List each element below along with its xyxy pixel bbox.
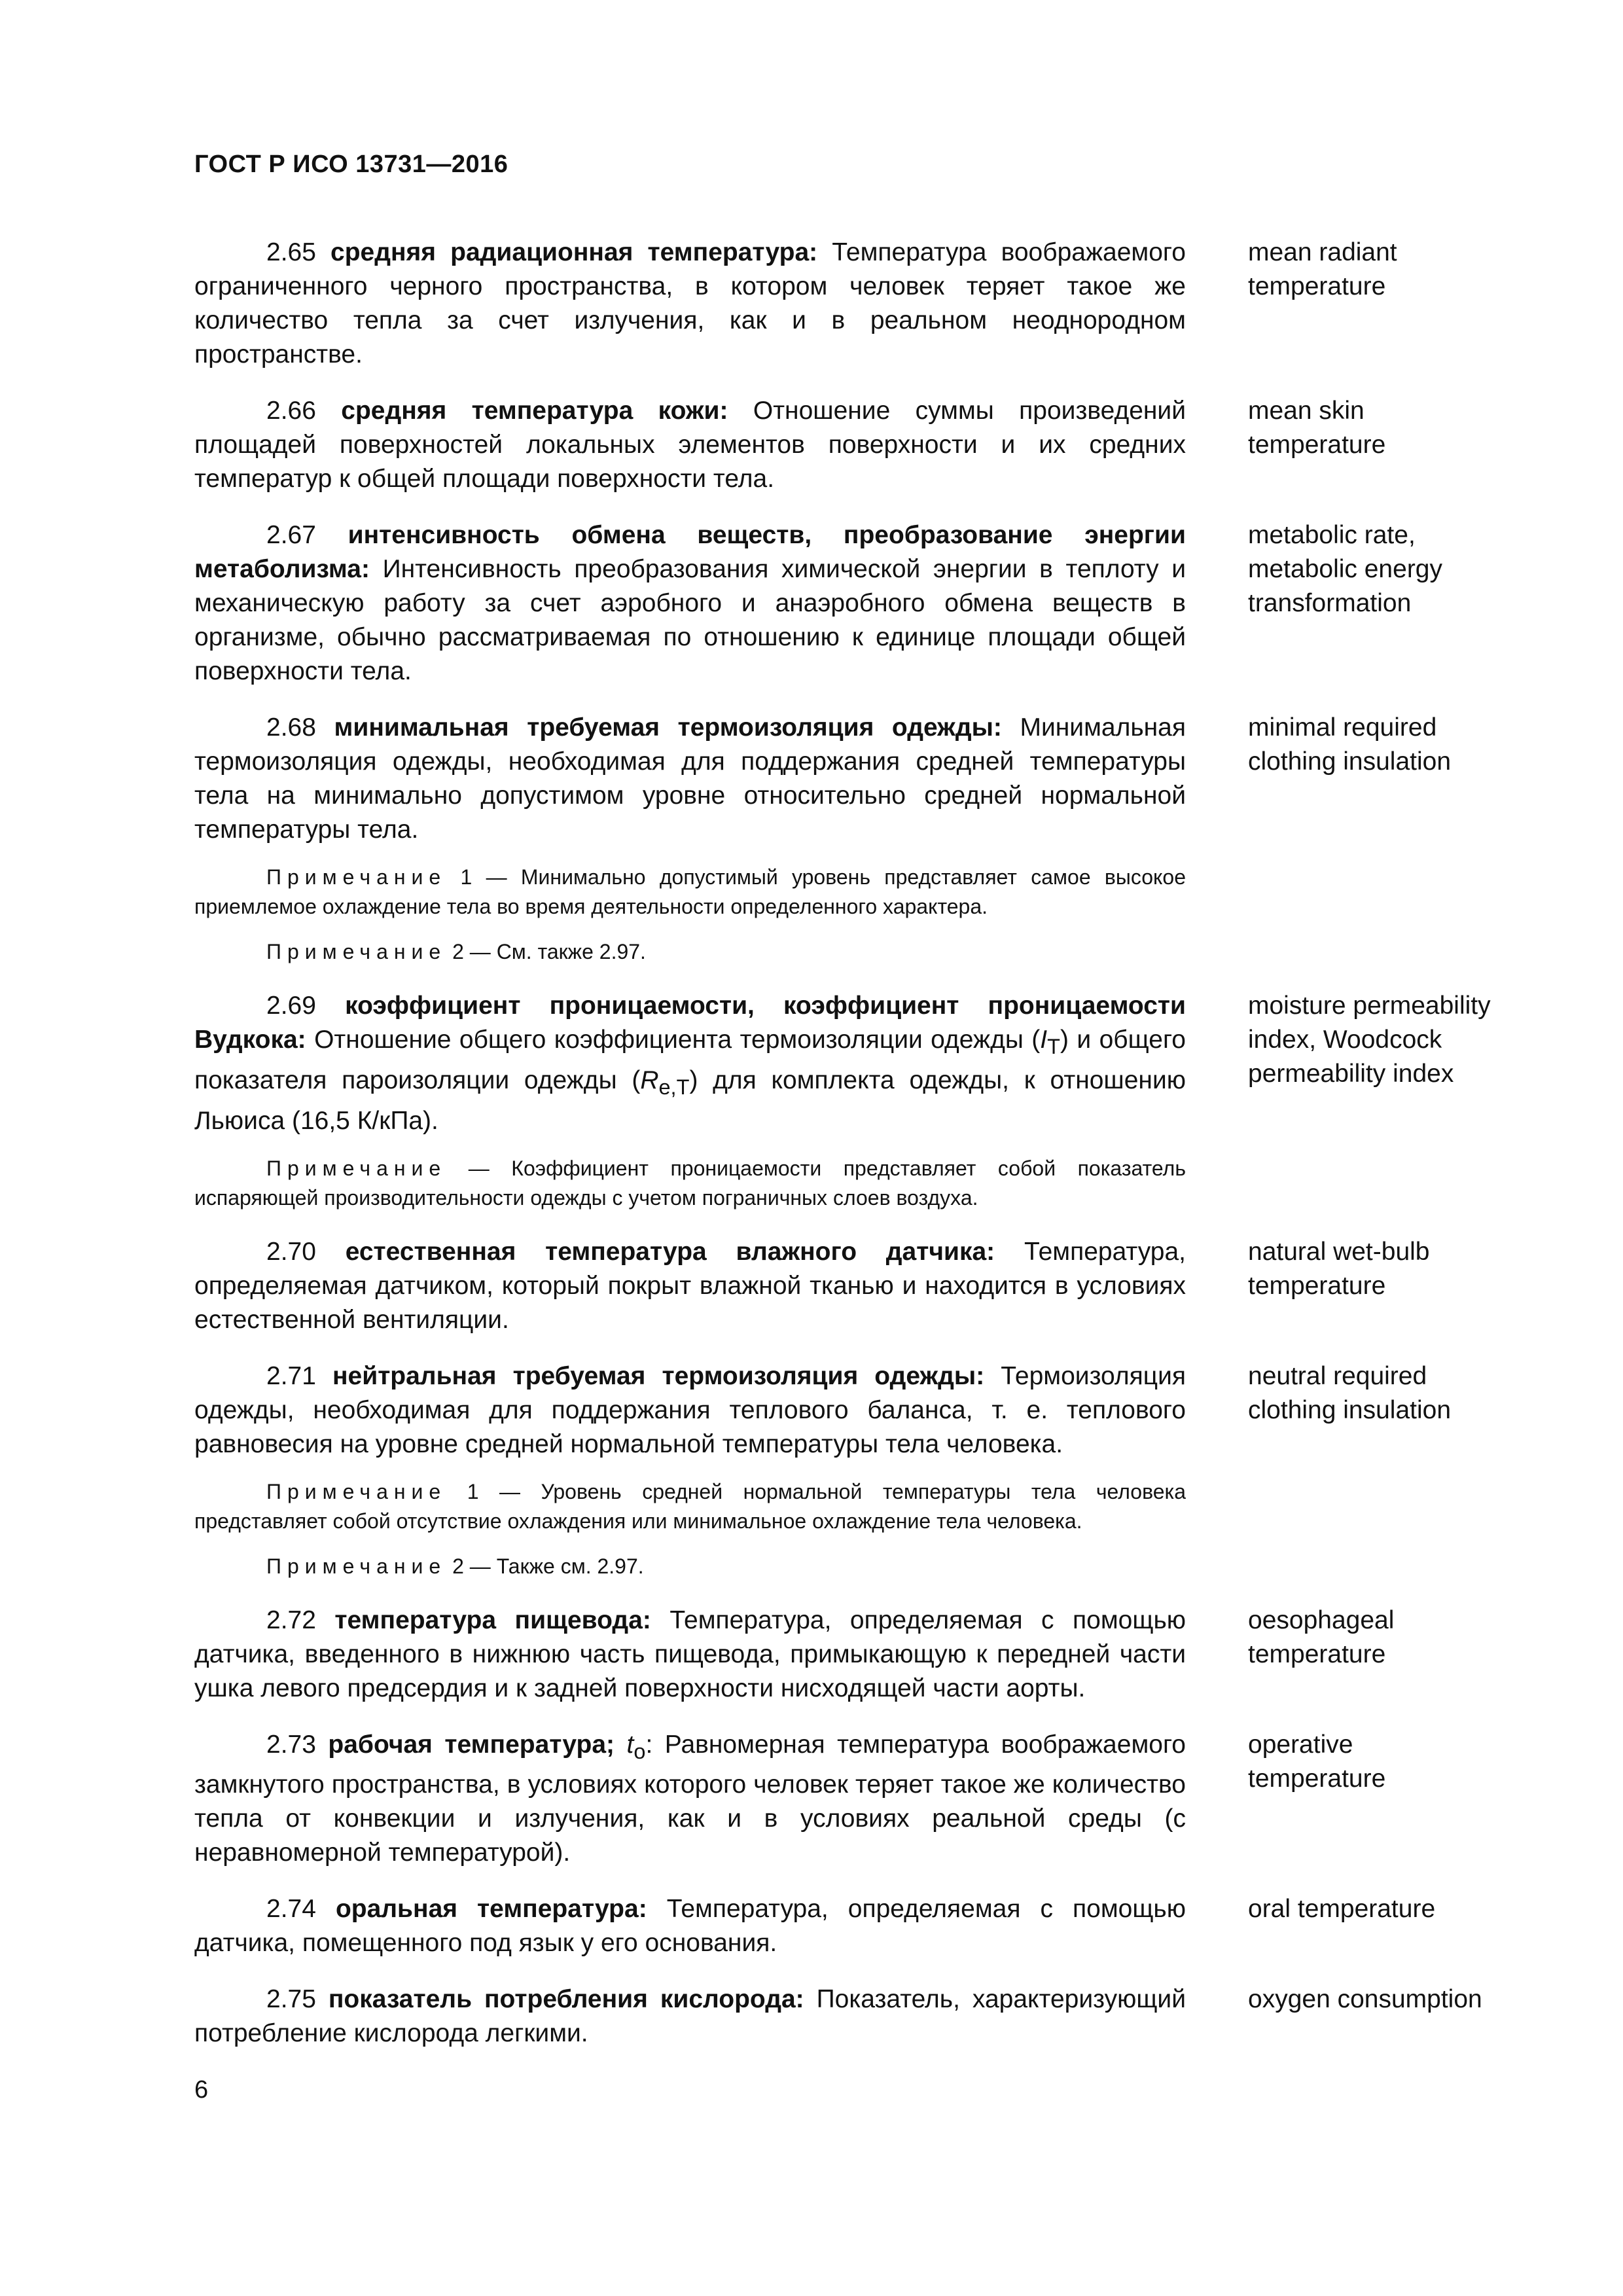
term-2-65 (194, 236, 1523, 372)
english-line: metabolic energy (1248, 555, 1442, 583)
term-2-66 (194, 394, 1523, 496)
term-text: Температура, определяемая с помощью датчика, помещенного под язык у его основания. (194, 1895, 1186, 1958)
english-equivalent (1248, 236, 1523, 372)
term-text: Интенсивность преобразования химической энергии в теплоту и механическую работу за счет аэробного и анаэробного обмена веществ в организме, обычно рассматриваемая по отношению к единице площади общей поверхности тела. (194, 555, 1186, 685)
term-note (194, 937, 1186, 967)
term-text: ) и общего показателя пароизоляции одежды ( (194, 1026, 1186, 1094)
english-line: oxygen consumption (1248, 1985, 1482, 2014)
english-line: temperature (1248, 1640, 1386, 1668)
term-text: ) для комплекта одежды, к отношению Льюиса (16,5 К/кПа). (194, 1066, 1186, 1135)
english-line: index, Woodcock (1248, 1026, 1442, 1054)
english-line: temperature (1248, 272, 1386, 300)
term-definition (194, 518, 1186, 689)
term-name: нейтральная требуемая термоизоляция одежды: (332, 1361, 985, 1390)
english-line: temperature (1248, 1764, 1386, 1793)
term-2-75 (194, 1982, 1523, 2051)
term-text: Отношение общего коэффициента термоизоляции одежды ( (314, 1026, 1041, 1054)
term-2-70 (194, 1235, 1523, 1337)
note-label: Примечание (266, 1156, 447, 1180)
term-definition (194, 1359, 1186, 1462)
term-note (194, 1477, 1186, 1536)
document-header: ГОСТ Р ИСО 13731—2016 (194, 151, 508, 178)
term-definition (194, 1982, 1186, 2051)
term-text: Термоизоляция одежды, необходимая для поддержания теплового баланса, т. е. теплового равновесия на уровне средней нормальной температуры тела человека. (194, 1361, 1186, 1458)
english-line: temperature (1248, 431, 1386, 459)
english-line: natural wet-bulb (1248, 1237, 1430, 1266)
english-equivalent (1248, 1235, 1523, 1337)
english-line: temperature (1248, 1271, 1386, 1300)
term-name: минимальная требуемая термоизоляция одежды: (334, 713, 1002, 742)
english-line: mean radiant (1248, 238, 1397, 266)
note-label: Примечание (266, 1479, 447, 1503)
page-number: 6 (194, 2076, 209, 2104)
term-note (194, 863, 1186, 922)
english-equivalent (1248, 394, 1523, 496)
english-line: oesophageal (1248, 1605, 1395, 1634)
term-name: коэффициент проницаемости, коэффициент проницаемости Вудкока: (194, 992, 1186, 1054)
english-equivalent (1248, 989, 1523, 1213)
term-text: : Равномерная температура воображаемого замкнутого пространства, в условиях которого человек теряет такое же количество тепла от конвекции и излучения, как и в условиях реальной среды (с неравномерной температурой). (194, 1730, 1186, 1867)
term-text: Отношение суммы произведений площадей поверхностей локальных элементов поверхности и их средних температур к общей площади поверхности тела. (194, 397, 1186, 493)
term-text: Показатель, характеризующий потребление кислорода легкими. (194, 1985, 1186, 2048)
term-name: рабочая температура; (328, 1730, 615, 1759)
term-note (194, 1154, 1186, 1213)
symbol-t: t (626, 1730, 634, 1759)
term-text: Температура воображаемого ограниченного черного пространства, в котором человек теряет такое же количество тепла за счет излучения, как и в реальном неоднородном пространстве. (194, 238, 1186, 368)
english-line: clothing insulation (1248, 1395, 1452, 1424)
term-name: средняя температура кожи: (341, 397, 728, 425)
term-name: показатель потребления кислорода: (328, 1985, 804, 2014)
note-text: — Коэффициент проницаемости представляет собой показатель испаряющей производительности одежды с учетом пограничных слоев воздуха. (194, 1156, 1186, 1210)
english-line: operative (1248, 1730, 1353, 1759)
term-definition (194, 989, 1186, 1138)
term-name: оральная температура: (335, 1895, 647, 1924)
term-number: 2.69 (266, 992, 316, 1020)
term-name: средняя радиационная температура: (330, 238, 818, 266)
term-number: 2.67 (266, 521, 316, 549)
note-text: 2 — Также см. 2.97. (452, 1554, 644, 1578)
english-equivalent (1248, 1982, 1523, 2051)
term-2-72 (194, 1604, 1523, 1706)
english-equivalent (1248, 1892, 1523, 1960)
symbol-r: R (640, 1066, 659, 1094)
term-number: 2.66 (266, 397, 316, 425)
term-2-68 (194, 711, 1523, 967)
note-label: Примечание (266, 940, 447, 963)
term-definition (194, 1604, 1186, 1706)
term-number: 2.72 (266, 1605, 316, 1634)
term-definition (194, 236, 1186, 372)
term-number: 2.65 (266, 238, 316, 266)
english-line: metabolic rate, (1248, 521, 1416, 549)
terms-list (194, 236, 1523, 2073)
english-line: oral temperature (1248, 1895, 1436, 1924)
term-number: 2.74 (266, 1895, 316, 1924)
symbol-subscript: e,T (658, 1075, 690, 1099)
term-2-69 (194, 989, 1523, 1213)
symbol-subscript: o (633, 1739, 646, 1763)
english-equivalent (1248, 1728, 1523, 1871)
english-line: transformation (1248, 589, 1412, 617)
english-line: mean skin (1248, 397, 1364, 425)
note-text: 2 — См. также 2.97. (452, 940, 646, 963)
english-line: neutral required (1248, 1361, 1427, 1390)
term-text: Температура, определяемая датчиком, который покрыт влажной тканью и находится в условиях естественной вентиляции. (194, 1237, 1186, 1334)
term-definition (194, 711, 1186, 847)
symbol-i: I (1040, 1026, 1048, 1054)
english-equivalent (1248, 1359, 1523, 1581)
term-number: 2.68 (266, 713, 316, 742)
english-equivalent (1248, 518, 1523, 689)
note-label: Примечание (266, 1554, 447, 1578)
term-note (194, 1552, 1186, 1581)
term-definition (194, 394, 1186, 496)
english-line: moisture permeability (1248, 992, 1491, 1020)
english-equivalent (1248, 711, 1523, 967)
english-equivalent (1248, 1604, 1523, 1706)
term-2-73 (194, 1728, 1523, 1871)
note-text: 1 — Уровень средней нормальной температуры тела человека представляет собой отсутствие охлаждения или минимальное охлаждение тела человека. (194, 1479, 1186, 1533)
term-2-67 (194, 518, 1523, 689)
term-name: интенсивность обмена веществ, преобразование энергии метаболизма: (194, 521, 1186, 583)
term-2-74 (194, 1892, 1523, 1960)
term-number: 2.70 (266, 1237, 316, 1266)
term-definition (194, 1728, 1186, 1871)
symbol-subscript: T (1047, 1034, 1060, 1058)
term-text: Минимальная термоизоляция одежды, необходимая для поддержания средней температуры тела на минимально допустимом уровне относительно средней нормальной температуры тела. (194, 713, 1186, 844)
term-name: температура пищевода: (334, 1605, 651, 1634)
english-line: permeability index (1248, 1060, 1454, 1088)
term-definition (194, 1235, 1186, 1337)
term-number: 2.75 (266, 1985, 316, 2014)
term-number: 2.73 (266, 1730, 316, 1759)
term-name: естественная температура влажного датчика: (345, 1237, 995, 1266)
note-label: Примечание (266, 865, 447, 889)
term-number: 2.71 (266, 1361, 316, 1390)
term-2-71 (194, 1359, 1523, 1581)
english-line: minimal required (1248, 713, 1437, 742)
term-text: Температура, определяемая с помощью датчика, введенного в нижнюю часть пищевода, примыкающую к передней части ушка левого предсердия и к задней поверхности нисходящей части аорты. (194, 1605, 1186, 1702)
note-text: 1 — Минимально допустимый уровень представляет самое высокое приемлемое охлаждение тела во время деятельности определенного характера. (194, 865, 1186, 918)
english-line: clothing insulation (1248, 747, 1452, 776)
term-definition (194, 1892, 1186, 1960)
